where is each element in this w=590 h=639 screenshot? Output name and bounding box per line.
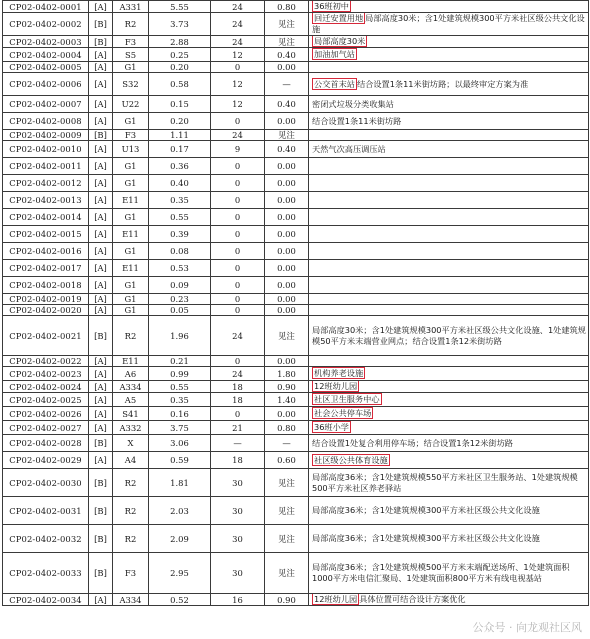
cell-land: R2 xyxy=(113,469,149,497)
cell-code: CP02-0402-0034 xyxy=(3,594,89,606)
cell-note xyxy=(309,469,589,497)
marked-facility: 12班幼儿园 xyxy=(314,594,358,604)
cell-height: 0 xyxy=(211,305,265,316)
cell-land: A334 xyxy=(113,381,149,393)
cell-note xyxy=(309,36,589,48)
cell-area: 0.25 xyxy=(149,48,211,62)
cell-note xyxy=(309,48,589,62)
cell-area: 2.95 xyxy=(149,553,211,594)
table-row xyxy=(3,260,589,277)
cell-area: 0.36 xyxy=(149,158,211,175)
cell-type: [B] xyxy=(89,553,113,594)
cell-area: 0.08 xyxy=(149,243,211,260)
cell-height: 0 xyxy=(211,277,265,294)
marked-facility: 局部高度30米 xyxy=(314,36,366,46)
cell-code: CP02-0402-0010 xyxy=(3,141,89,158)
cell-land: F3 xyxy=(113,130,149,141)
cell-height: 0 xyxy=(211,62,265,73)
cell-height: 24 xyxy=(211,1,265,13)
cell-code: CP02-0402-0033 xyxy=(3,553,89,594)
cell-code: CP02-0402-0015 xyxy=(3,226,89,243)
cell-area: 2.03 xyxy=(149,497,211,525)
note-text: 局部高度36米；含1处建筑规模500平方米末端配送场所、1处建筑面积1000平方米电信汇聚局、1处建筑面积800平方米有线电视基站 xyxy=(312,562,570,583)
cell-code: CP02-0402-0030 xyxy=(3,469,89,497)
cell-far: — xyxy=(265,73,309,96)
table-row xyxy=(3,553,589,594)
cell-area: 0.35 xyxy=(149,393,211,407)
cell-far: 见注 xyxy=(265,553,309,594)
cell-far: 0.80 xyxy=(265,421,309,435)
table-row xyxy=(3,209,589,226)
table-row xyxy=(3,594,589,606)
cell-land: G1 xyxy=(113,175,149,192)
table-row xyxy=(3,305,589,316)
cell-type: [A] xyxy=(89,62,113,73)
cell-far: 见注 xyxy=(265,13,309,36)
table-row xyxy=(3,316,589,356)
cell-type: [A] xyxy=(89,367,113,381)
cell-far: 见注 xyxy=(265,316,309,356)
cell-far: 0.00 xyxy=(265,113,309,130)
cell-type: [A] xyxy=(89,381,113,393)
marked-facility: 36班初中 xyxy=(314,1,349,11)
cell-height: 12 xyxy=(211,96,265,113)
table-row xyxy=(3,192,589,209)
cell-note xyxy=(309,243,589,260)
cell-far: 见注 xyxy=(265,36,309,48)
cell-height: 0 xyxy=(211,113,265,130)
cell-land: R2 xyxy=(113,316,149,356)
cell-height: 0 xyxy=(211,226,265,243)
note-text: 局部高度36米；含1处建筑规模300平方米社区级公共文化设施 xyxy=(312,533,540,543)
cell-note xyxy=(309,260,589,277)
cell-area: 2.09 xyxy=(149,525,211,553)
cell-note xyxy=(309,209,589,226)
cell-code: CP02-0402-0025 xyxy=(3,393,89,407)
cell-height: 16 xyxy=(211,594,265,606)
marked-facility: 社区卫生服务中心 xyxy=(314,394,380,404)
cell-note xyxy=(309,435,589,452)
cell-land: F3 xyxy=(113,36,149,48)
cell-note xyxy=(309,381,589,393)
table-row xyxy=(3,226,589,243)
cell-height: 0 xyxy=(211,158,265,175)
table-row xyxy=(3,421,589,435)
cell-type: [A] xyxy=(89,226,113,243)
cell-area: 1.81 xyxy=(149,469,211,497)
cell-note xyxy=(309,73,589,96)
cell-code: CP02-0402-0011 xyxy=(3,158,89,175)
cell-type: [A] xyxy=(89,209,113,226)
table-row xyxy=(3,525,589,553)
cell-area: 0.35 xyxy=(149,192,211,209)
table-row xyxy=(3,175,589,192)
cell-note xyxy=(309,367,589,381)
cell-code: CP02-0402-0024 xyxy=(3,381,89,393)
cell-note xyxy=(309,305,589,316)
table-row xyxy=(3,158,589,175)
cell-area: 0.20 xyxy=(149,62,211,73)
cell-type: [A] xyxy=(89,452,113,469)
cell-note xyxy=(309,96,589,113)
cell-area: 0.05 xyxy=(149,305,211,316)
cell-type: [A] xyxy=(89,393,113,407)
cell-type: [B] xyxy=(89,525,113,553)
note-text: 具体位置可结合设计方案优化 xyxy=(359,594,466,604)
cell-type: [B] xyxy=(89,130,113,141)
cell-land: A332 xyxy=(113,421,149,435)
cell-land: X xyxy=(113,435,149,452)
cell-type: [B] xyxy=(89,497,113,525)
cell-height: 0 xyxy=(211,356,265,367)
table-row xyxy=(3,407,589,421)
cell-type: [A] xyxy=(89,48,113,62)
note-text: 局部高度36米；含1处建筑规模300平方米社区级公共文化设施 xyxy=(312,505,540,515)
cell-far: — xyxy=(265,435,309,452)
cell-height: 0 xyxy=(211,209,265,226)
cell-type: [A] xyxy=(89,96,113,113)
cell-type: [A] xyxy=(89,594,113,606)
cell-area: 0.20 xyxy=(149,113,211,130)
cell-height: 18 xyxy=(211,452,265,469)
cell-far: 0.00 xyxy=(265,192,309,209)
cell-height: 30 xyxy=(211,525,265,553)
cell-note xyxy=(309,62,589,73)
cell-area: 0.55 xyxy=(149,381,211,393)
cell-note xyxy=(309,1,589,13)
cell-note xyxy=(309,158,589,175)
cell-far: 0.00 xyxy=(265,260,309,277)
table-row xyxy=(3,48,589,62)
cell-land: A5 xyxy=(113,393,149,407)
cell-far: 见注 xyxy=(265,469,309,497)
cell-far: 见注 xyxy=(265,497,309,525)
cell-far: 0.90 xyxy=(265,381,309,393)
cell-height: 24 xyxy=(211,367,265,381)
cell-area: 0.52 xyxy=(149,594,211,606)
cell-land: A331 xyxy=(113,1,149,13)
cell-area: 0.17 xyxy=(149,141,211,158)
cell-far: 见注 xyxy=(265,525,309,553)
cell-code: CP02-0402-0027 xyxy=(3,421,89,435)
cell-area: 1.96 xyxy=(149,316,211,356)
cell-note xyxy=(309,421,589,435)
cell-far: 1.40 xyxy=(265,393,309,407)
table-row xyxy=(3,435,589,452)
cell-area: 2.88 xyxy=(149,36,211,48)
cell-area: 0.09 xyxy=(149,277,211,294)
cell-land: G1 xyxy=(113,305,149,316)
cell-type: [B] xyxy=(89,469,113,497)
cell-type: [A] xyxy=(89,175,113,192)
note-text: 天然气次高压调压站 xyxy=(312,143,386,154)
cell-height: 0 xyxy=(211,175,265,192)
cell-height: 0 xyxy=(211,192,265,209)
cell-far: 0.00 xyxy=(265,294,309,305)
land-control-table xyxy=(2,0,589,606)
table-row xyxy=(3,452,589,469)
cell-land: U22 xyxy=(113,96,149,113)
cell-type: [A] xyxy=(89,421,113,435)
marked-facility: 社区级公共体育设施 xyxy=(314,454,388,465)
cell-area: 0.39 xyxy=(149,226,211,243)
table-row xyxy=(3,367,589,381)
cell-note xyxy=(309,226,589,243)
cell-note xyxy=(309,13,589,36)
cell-type: [A] xyxy=(89,356,113,367)
marked-facility: 机构养老设施 xyxy=(314,368,364,378)
table-row xyxy=(3,113,589,130)
cell-area: 1.11 xyxy=(149,130,211,141)
cell-code: CP02-0402-0029 xyxy=(3,452,89,469)
cell-land: R2 xyxy=(113,13,149,36)
cell-height: 18 xyxy=(211,393,265,407)
cell-far: 0.80 xyxy=(265,1,309,13)
cell-land: G1 xyxy=(113,277,149,294)
table-row xyxy=(3,73,589,96)
cell-code: CP02-0402-0013 xyxy=(3,192,89,209)
table-row xyxy=(3,62,589,73)
cell-type: [A] xyxy=(89,305,113,316)
table-row xyxy=(3,96,589,113)
cell-height: — xyxy=(211,435,265,452)
cell-area: 3.75 xyxy=(149,421,211,435)
cell-far: 0.00 xyxy=(265,356,309,367)
cell-area: 3.73 xyxy=(149,13,211,36)
cell-code: CP02-0402-0006 xyxy=(3,73,89,96)
cell-area: 0.16 xyxy=(149,407,211,421)
cell-area: 0.59 xyxy=(149,452,211,469)
cell-land: E11 xyxy=(113,226,149,243)
cell-note xyxy=(309,452,589,469)
note-text: 结合设置1条11米街坊路；以最终审定方案为准 xyxy=(356,78,529,89)
cell-far: 0.00 xyxy=(265,243,309,260)
cell-note xyxy=(309,175,589,192)
cell-code: CP02-0402-0023 xyxy=(3,367,89,381)
marked-facility: 公交首末站 xyxy=(314,78,355,89)
cell-land: G1 xyxy=(113,62,149,73)
note-text: 局部高度36米；含1处建筑规模550平方米社区卫生服务站、1处建筑规模500平方米社区养老驿站 xyxy=(312,471,578,493)
cell-height: 18 xyxy=(211,381,265,393)
cell-code: CP02-0402-0022 xyxy=(3,356,89,367)
cell-area: 3.06 xyxy=(149,435,211,452)
note-text: 结合设置1条11米街坊路 xyxy=(312,115,402,126)
cell-far: 0.00 xyxy=(265,175,309,192)
cell-code: CP02-0402-0017 xyxy=(3,260,89,277)
cell-type: [A] xyxy=(89,407,113,421)
cell-land: R2 xyxy=(113,497,149,525)
table-row xyxy=(3,356,589,367)
cell-height: 30 xyxy=(211,497,265,525)
cell-land: S5 xyxy=(113,48,149,62)
cell-code: CP02-0402-0020 xyxy=(3,305,89,316)
cell-land: R2 xyxy=(113,525,149,553)
marked-facility: 回迁安置用地 xyxy=(314,13,364,23)
cell-area: 0.99 xyxy=(149,367,211,381)
note-text: 局部高度30米；含1处建筑规模300平方米社区级公共文化设施、1处建筑规模50平方米末端营业网点；结合设置1条12米街坊路 xyxy=(312,324,586,346)
cell-code: CP02-0402-0002 xyxy=(3,13,89,36)
cell-area: 0.53 xyxy=(149,260,211,277)
cell-type: [A] xyxy=(89,260,113,277)
cell-code: CP02-0402-0012 xyxy=(3,175,89,192)
cell-note xyxy=(309,393,589,407)
cell-area: 0.21 xyxy=(149,356,211,367)
table-row xyxy=(3,381,589,393)
cell-code: CP02-0402-0018 xyxy=(3,277,89,294)
cell-height: 0 xyxy=(211,260,265,277)
cell-land: U13 xyxy=(113,141,149,158)
cell-type: [A] xyxy=(89,141,113,158)
table-row xyxy=(3,393,589,407)
cell-height: 0 xyxy=(211,294,265,305)
cell-code: CP02-0402-0032 xyxy=(3,525,89,553)
cell-type: [B] xyxy=(89,13,113,36)
cell-land: E11 xyxy=(113,260,149,277)
cell-land: S32 xyxy=(113,73,149,96)
table-row xyxy=(3,130,589,141)
cell-note xyxy=(309,553,589,594)
cell-code: CP02-0402-0004 xyxy=(3,48,89,62)
cell-area: 0.23 xyxy=(149,294,211,305)
cell-far: 0.40 xyxy=(265,96,309,113)
cell-code: CP02-0402-0005 xyxy=(3,62,89,73)
cell-far: 0.40 xyxy=(265,141,309,158)
marked-facility: 36班小学 xyxy=(314,422,349,432)
table-row xyxy=(3,277,589,294)
cell-far: 0.00 xyxy=(265,407,309,421)
table-row xyxy=(3,469,589,497)
cell-code: CP02-0402-0003 xyxy=(3,36,89,48)
cell-far: 0.60 xyxy=(265,452,309,469)
cell-height: 30 xyxy=(211,553,265,594)
cell-land: G1 xyxy=(113,294,149,305)
cell-type: [A] xyxy=(89,1,113,13)
cell-note xyxy=(309,141,589,158)
cell-height: 9 xyxy=(211,141,265,158)
cell-height: 12 xyxy=(211,73,265,96)
cell-far: 0.40 xyxy=(265,48,309,62)
cell-far: 0.00 xyxy=(265,305,309,316)
table-row xyxy=(3,497,589,525)
cell-land: A4 xyxy=(113,452,149,469)
cell-area: 5.55 xyxy=(149,1,211,13)
cell-far: 0.00 xyxy=(265,62,309,73)
cell-land: A334 xyxy=(113,594,149,606)
cell-area: 0.15 xyxy=(149,96,211,113)
cell-type: [A] xyxy=(89,243,113,260)
cell-note xyxy=(309,356,589,367)
cell-type: [A] xyxy=(89,73,113,96)
cell-note xyxy=(309,407,589,421)
cell-type: [B] xyxy=(89,435,113,452)
cell-code: CP02-0402-0026 xyxy=(3,407,89,421)
cell-land: F3 xyxy=(113,553,149,594)
watermark: 公众号 · 向龙观社区风 xyxy=(472,621,582,634)
cell-type: [A] xyxy=(89,158,113,175)
cell-land: G1 xyxy=(113,209,149,226)
cell-note xyxy=(309,594,589,606)
note-text: 局部高度30米；含1处建筑规模300平方米社区级公共文化设施 xyxy=(312,13,585,34)
table-row xyxy=(3,1,589,13)
cell-far: 1.80 xyxy=(265,367,309,381)
table-row xyxy=(3,141,589,158)
cell-note xyxy=(309,277,589,294)
cell-note xyxy=(309,130,589,141)
cell-code: CP02-0402-0008 xyxy=(3,113,89,130)
cell-type: [A] xyxy=(89,277,113,294)
cell-height: 24 xyxy=(211,13,265,36)
cell-code: CP02-0402-0028 xyxy=(3,435,89,452)
cell-note xyxy=(309,497,589,525)
cell-far: 0.00 xyxy=(265,277,309,294)
cell-code: CP02-0402-0001 xyxy=(3,1,89,13)
cell-area: 0.58 xyxy=(149,73,211,96)
cell-type: [A] xyxy=(89,192,113,209)
cell-code: CP02-0402-0019 xyxy=(3,294,89,305)
cell-far: 见注 xyxy=(265,130,309,141)
cell-land: E11 xyxy=(113,356,149,367)
cell-code: CP02-0402-0031 xyxy=(3,497,89,525)
cell-note xyxy=(309,192,589,209)
table-row xyxy=(3,13,589,36)
cell-far: 0.90 xyxy=(265,594,309,606)
cell-height: 21 xyxy=(211,421,265,435)
cell-height: 0 xyxy=(211,243,265,260)
cell-land: S41 xyxy=(113,407,149,421)
cell-land: G1 xyxy=(113,113,149,130)
cell-height: 12 xyxy=(211,48,265,62)
cell-code: CP02-0402-0009 xyxy=(3,130,89,141)
cell-type: [A] xyxy=(89,294,113,305)
cell-height: 24 xyxy=(211,316,265,356)
cell-height: 24 xyxy=(211,36,265,48)
cell-type: [A] xyxy=(89,113,113,130)
cell-land: G1 xyxy=(113,243,149,260)
cell-note xyxy=(309,525,589,553)
cell-type: [B] xyxy=(89,36,113,48)
note-text: 密闭式垃圾分类收集站 xyxy=(312,98,394,109)
cell-code: CP02-0402-0007 xyxy=(3,96,89,113)
cell-note xyxy=(309,294,589,305)
cell-land: A6 xyxy=(113,367,149,381)
marked-facility: 12班幼儿园 xyxy=(314,381,358,391)
cell-far: 0.00 xyxy=(265,158,309,175)
cell-height: 24 xyxy=(211,130,265,141)
cell-height: 30 xyxy=(211,469,265,497)
cell-code: CP02-0402-0016 xyxy=(3,243,89,260)
cell-note xyxy=(309,316,589,356)
cell-code: CP02-0402-0014 xyxy=(3,209,89,226)
cell-area: 0.55 xyxy=(149,209,211,226)
cell-land: G1 xyxy=(113,158,149,175)
cell-note xyxy=(309,113,589,130)
cell-far: 0.00 xyxy=(265,209,309,226)
cell-far: 0.00 xyxy=(265,226,309,243)
cell-land: E11 xyxy=(113,192,149,209)
table-row xyxy=(3,36,589,48)
table-row xyxy=(3,294,589,305)
table-row xyxy=(3,243,589,260)
cell-code: CP02-0402-0021 xyxy=(3,316,89,356)
cell-area: 0.40 xyxy=(149,175,211,192)
marked-facility: 加油加气站 xyxy=(314,49,355,59)
cell-height: 0 xyxy=(211,407,265,421)
cell-type: [B] xyxy=(89,316,113,356)
marked-facility: 社会公共停车场 xyxy=(314,408,372,418)
note-text: 结合设置1处复合利用停车场；结合设置1条12米街坊路 xyxy=(312,437,513,448)
